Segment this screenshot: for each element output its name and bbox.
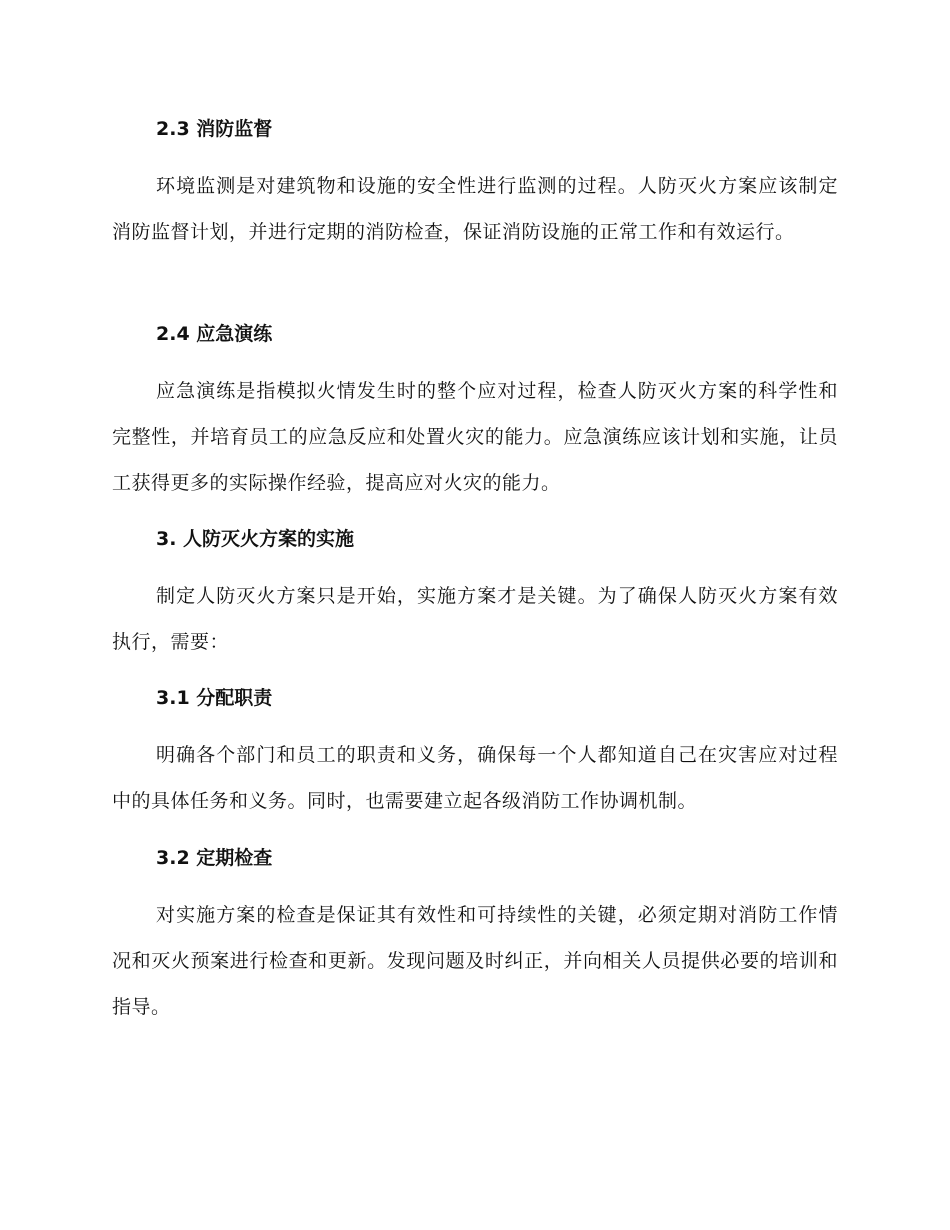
- section-heading-assign-duties: 3.1 分配职责: [156, 687, 273, 709]
- section-heading-plan-implementation: 3. 人防灭火方案的实施: [156, 528, 355, 550]
- section-body-fire-supervision: 环境监测是对建筑物和设施的安全性进行监测的过程。人防灭火方案应该制定消防监督计划，并进行定期的消防检查，保证消防设施的正常工作和有效运行。: [112, 175, 838, 243]
- section-body-emergency-drill: 应急演练是指模拟火情发生时的整个应对过程，检查人防灭火方案的科学性和完整性，并培育员工的应急反应和处置火灾的能力。应急演练应该计划和实施，让员工获得更多的实际操作经验，提高应对火灾的能力。: [112, 380, 838, 494]
- section-heading-regular-inspection: 3.2 定期检查: [156, 847, 273, 869]
- section-heading-fire-supervision: 2.3 消防监督: [156, 118, 273, 140]
- section-body-plan-implementation: 制定人防灭火方案只是开始，实施方案才是关键。为了确保人防灭火方案有效执行，需要：: [112, 585, 838, 653]
- section-heading-emergency-drill: 2.4 应急演练: [156, 323, 273, 345]
- section-body-regular-inspection: 对实施方案的检查是保证其有效性和可持续性的关键，必须定期对消防工作情况和灭火预案进行检查和更新。发现问题及时纠正，并向相关人员提供必要的培训和指导。: [112, 904, 838, 1018]
- section-body-assign-duties: 明确各个部门和员工的职责和义务，确保每一个人都知道自己在灾害应对过程中的具体任务和义务。同时，也需要建立起各级消防工作协调机制。: [112, 744, 838, 812]
